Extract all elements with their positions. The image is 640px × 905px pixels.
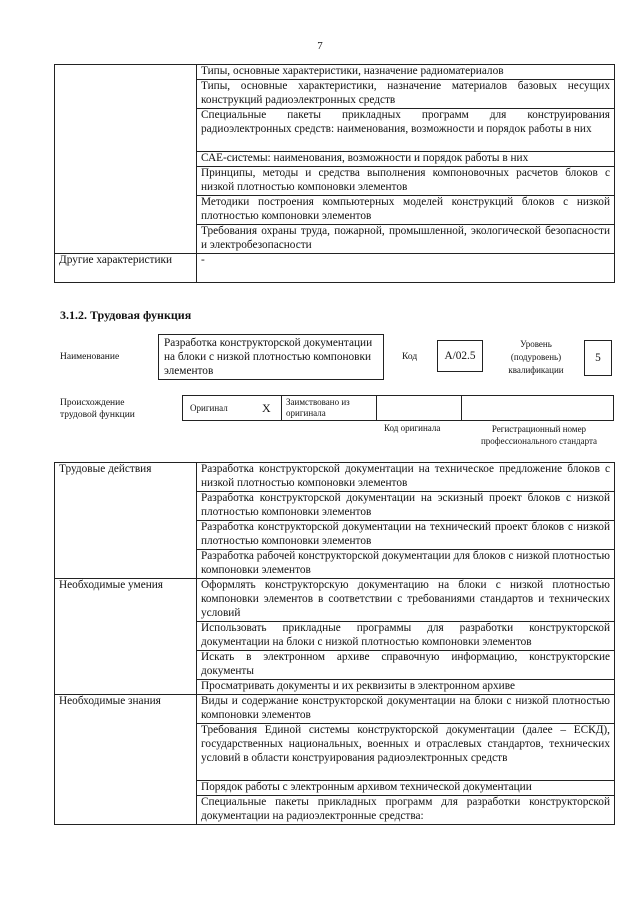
labor-action-item: Разработка конструкторской документации на технический проект блоков с низкой плотностью компоновки элементов (197, 521, 615, 550)
borrowed-label: Заимствовано из оригинала (286, 397, 350, 418)
page-number: 7 (317, 40, 323, 52)
labor-actions-label: Трудовые действия (55, 463, 197, 579)
code-box (437, 340, 483, 372)
knowledge-item: Порядок работы с электронным архивом технической документации (197, 781, 615, 796)
origin-regnum-cell (461, 395, 614, 421)
skill-item: Просматривать документы и их реквизиты в электронном архиве (197, 680, 615, 695)
knowledge-item: САЕ-системы: наименования, возможности и порядок работы в них (197, 152, 615, 167)
required-knowledge-label: Необходимые знания (55, 695, 197, 825)
knowledge-item: Типы, основные характеристики, назначение материалов базовых несущих конструкций радиоэлектронных средств (197, 80, 615, 109)
skill-item: Искать в электронном архиве справочную информацию, конструкторские документы (197, 651, 615, 680)
labor-action-item: Разработка конструкторской документации на эскизный проект блоков с низкой плотностью компоновки элементов (197, 492, 615, 521)
origin-original-cell (182, 395, 282, 421)
required-skills-label: Необходимые умения (55, 579, 197, 695)
code-value: A/02.5 (444, 350, 476, 362)
labor-action-item: Разработка конструкторской документации на техническое предложение блоков с низкой плотностью компоновки элементов (197, 463, 615, 492)
knowledge-item: Специальные пакеты прикладных программ для разработки конструкторской документации на радиоэлектронные средства: (197, 796, 615, 825)
original-label: Оригинал (190, 403, 228, 413)
knowledge-item: Виды и содержание конструкторской документации на блоки с низкой плотностью компоновки элементов (197, 695, 615, 724)
knowledge-item: Требования Единой системы конструкторской документации (далее – ЕСКД), государственных национальных, военных и отраслевых стандартов, технических условий в области конструирования радиоэлектронных средств (197, 724, 615, 781)
level-value: 5 (595, 352, 601, 364)
top-characteristics-table (54, 64, 615, 283)
knowledge-item: Требования охраны труда, пожарной, промышленной, экологической безопасности и электробезопасности (197, 225, 615, 254)
knowledge-item: Методики построения компьютерных моделей конструкций блоков с низкой плотностью компоновки элементов (197, 196, 615, 225)
code-label: Код (402, 352, 418, 362)
labor-action-item: Разработка рабочей конструкторской документации для блоков с низкой плотностью компоновки элементов (197, 550, 615, 579)
origin-label: Происхождение трудовой функции (60, 398, 135, 420)
skill-item: Оформлять конструкторскую документацию на блоки с низкой плотностью компоновки элементов в соответствии с требованиями стандартов и технических условий (197, 579, 615, 622)
other-characteristics-value: - (197, 254, 615, 283)
knowledge-item: Типы, основные характеристики, назначение радиоматериалов (197, 65, 615, 80)
original-mark: X (262, 401, 271, 415)
level-label: Уровень (подуровень) квалификации (508, 339, 564, 375)
function-name-value: Разработка конструкторской документации на блоки с низкой плотностью компоновки элементов (164, 337, 373, 377)
knowledge-item: Специальные пакеты прикладных программ для конструирования радиоэлектронных средств: наименования, возможности и порядок работы в них (197, 109, 615, 152)
empty-label-cell (55, 65, 197, 254)
other-characteristics-label: Другие характеристики (55, 254, 197, 283)
function-name-box (158, 334, 384, 380)
code-original-label: Код оригинала (384, 423, 441, 433)
reg-number-label: Регистрационный номер профессионального стандарта (480, 424, 598, 446)
labor-function-table (54, 462, 615, 825)
origin-code-cell (376, 395, 462, 421)
name-label: Наименование (60, 352, 120, 362)
level-box (584, 340, 612, 376)
section-title: 3.1.2. Трудовая функция (60, 308, 192, 322)
skill-item: Использовать прикладные программы для разработки конструкторской документации на блоки с низкой плотностью компоновки элементов (197, 622, 615, 651)
knowledge-item: Принципы, методы и средства выполнения компоновочных расчетов блоков с низкой плотностью компоновки элементов (197, 167, 615, 196)
origin-borrowed-cell (281, 395, 377, 421)
